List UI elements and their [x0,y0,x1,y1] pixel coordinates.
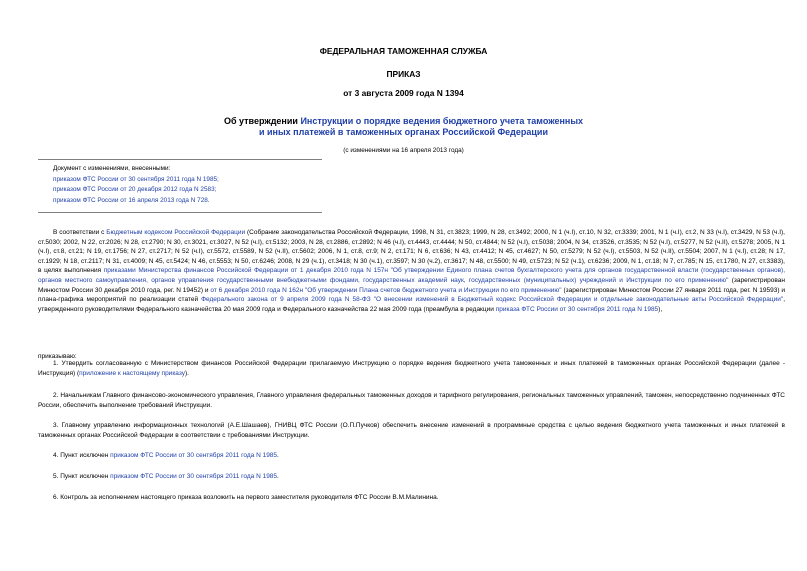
item-text: . [277,452,279,459]
top-divider [38,159,322,160]
changes-label: Документ с изменениями, внесенными: [53,165,171,172]
title-link-line-1[interactable]: Инструкции о порядке ведения бюджетного учета таможенных [300,116,584,126]
preamble-link-federal-law[interactable]: Федерального закона от 9 апреля 2009 года N 58-ФЗ "О внесении изменений в Бюджетный кодекс Российской Федерации и отдельные законодательные акты Российской Федерации" [201,296,784,304]
order-item-5 [53,473,279,480]
item-text: 1. Утвердить согласованную с Министерством финансов Российской Федерации прилагаемую Инструкцию о порядке ведения бюджетного учета таможенных и иных платежей в таможенных органах Российской Федерации (далее - Инструкция) ( [38,360,785,377]
item-text: ). [185,369,189,377]
preamble-text: (Собрание законодательства Российской Федерации, 1998, N 31, ст.3823; 1999, N 28, ст.3492; 2000, N 1 (ч.I), ст.10, N 32, ст.3339; 2001, N 1 (ч.I), ст.2, N 33 (ч.I), ст.3429, N 53 (ч.I), ст.5030; 2002, N 22, ст.2026; N 28, ст.2790; N 30, ст.3021, ст.3027, N 52 (ч.I), ст.5132; 2003, N 28, ст.2886, ст.2892; N 46 (ч.I), ст.4443, ст.4444; N 50, ст.4844; N 52 (ч.I), ст.5038; 2004, N 34, ст.3526, ст.3535; N 52 (ч.I), ст.5277, N 52 (ч.II), ст.5278; 2005, N 1 (ч.I), ст.8, ст.21; N 19, ст.1756; N 27, ст.2717; N 52 (ч.I), ст.5572, ст.5589, N 52 (ч.II), ст.5602; 2006, N 1, ст.8, ст.9; N 2, ст.171; N 6, ст.636; N 43, ст.4412; N 45, ст.4627; N 50, ст.5279; N 52 (ч.I), ст.5503, N 52 (ч.II), ст.5504; 2007, N 1 (ч.I), ст.28; N 17, ст.1929; N 18, ст.2117; N 31, ст.4009; N 45, ст.5424; N 46, ст.5553; N 50, ст.6246; 2008, N 29 (ч.1), ст.3418; N 30 (ч.1), ст.3597; N 30 (ч.2), ст.3617; N 48, ст.5500; N 49, ст.5723; N 52 (ч.1), ст.6236; 2009, N 1, ст.18; N 7, ст.785; N 15, ст.1780, N 27, ст.3383), в целях выполнения [38,229,785,275]
preamble-text: (зарегистрирован Минюстом России 30 декабря 2010 года, рег. N 19452) и [38,276,785,294]
order-item-4 [53,452,279,459]
item-text: 4. Пункт исключен [53,452,111,459]
changes-link[interactable]: приказом ФТС России от 20 декабря 2012 года N 2583; [53,186,217,193]
item-text: 5. Пункт исключен [53,473,111,480]
agency-name: ФЕДЕРАЛЬНАЯ ТАМОЖЕННАЯ СЛУЖБА [319,46,488,56]
item-4-link[interactable]: приказом ФТС России от 30 сентября 2011 года N 1985 [110,452,278,459]
document-date-number: от 3 августа 2009 года N 1394 [343,88,464,98]
item-text: 2. Начальникам Главного финансово-экономического управления, Главного управления федеральных таможенных доходов и тарифного регулирования, региональных таможенных управлений, таможен, непосредственно подчиненных ФТС России, обеспечить выполнение требований Инструкции. [38,392,785,409]
preamble-text: , утвержденного руководителями Федерального казначейства 20 мая 2009 года и Федерального казначейства 22 мая 2009 года (преамбула в редакции [38,296,785,313]
order-item-2 [38,391,785,410]
preamble-link-fts-1985[interactable]: приказа ФТС России от 30 сентября 2011 года N 1985 [495,305,659,313]
preamble-link-minfin-162n[interactable]: от 6 декабря 2010 года N 162н "Об утверждении Плана счетов бюджетного учета и Инструкции по его применению" [210,286,562,294]
title-link-line-2[interactable]: и иных платежей в таможенных органах Российской Федерации [258,127,548,137]
bottom-divider [38,212,322,213]
appendix-link[interactable]: приложение к настоящему приказу [79,369,186,377]
changes-link[interactable]: приказом ФТС России от 16 апреля 2013 года N 728. [53,196,210,204]
preamble-text: В соответствии с [53,229,107,236]
item-text: 3. Главному управлению информационных технологий (А.Е.Шашаев), ГНИВЦ ФТС России (О.П.Пучков) обеспечить внесение изменений в программные средства с целью ведения бюджетного учета таможенных и иных платежей в таможенных органах Российской Федерации в соответствии с требованиями Инструкции. [38,422,785,439]
preamble-link-budget-code[interactable]: Бюджетным кодексом Российской Федерации [106,229,246,236]
title-prefix: Об утверждении [223,116,301,126]
item-text: . [277,473,279,480]
order-item-3 [38,421,785,440]
document-title [0,116,807,138]
item-5-link[interactable]: приказом ФТС России от 30 сентября 2011 года N 1985 [110,473,278,480]
edition-note: (с изменениями на 16 апреля 2013 года) [343,147,464,154]
preamble-link-minfin-157n[interactable]: приказами Министерства финансов Российской Федерации от 1 декабря 2010 года N 157н "Об утверждении Единого плана счетов бухгалтерского учета для органов государственной власти (государственных органов), органов местного самоуправления, органов управления государственными внебюджетными фондами, государственных академий наук, государственных (муниципальных) учреждений и Инструкции по его применению" [38,267,785,284]
order-item-1 [38,359,785,378]
order-verb: приказываю: [38,353,77,360]
changes-block [53,164,219,206]
preamble-text: ), [658,305,663,313]
order-item-6: 6. Контроль за исполнением настоящего приказа возложить на первого заместителя руководителя ФТС России В.М.Малинина. [53,494,439,501]
preamble-text: (зарегистрирован Минюстом России 27 января 2011 года, рег. N 19593) и плана-графика мероприятий по реализации статей [38,286,785,304]
document-type: ПРИКАЗ [386,69,421,79]
changes-link[interactable]: приказом ФТС России от 30 сентября 2011 года N 1985; [53,175,219,183]
preamble-paragraph [38,228,785,314]
